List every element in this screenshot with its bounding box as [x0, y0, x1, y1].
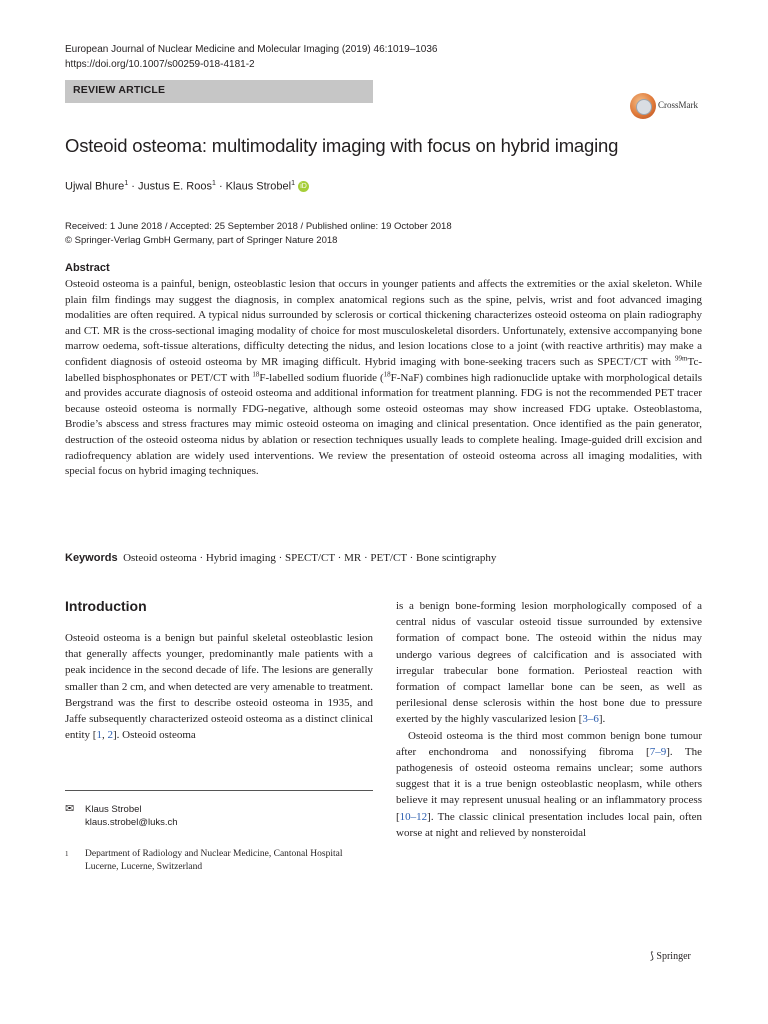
- keywords-label: Keywords: [65, 552, 118, 564]
- article-dates: Received: 1 June 2018 / Accepted: 25 September 2018 / Published online: 19 October 2018: [65, 221, 452, 232]
- paragraph-text: Osteoid osteoma is a benign but painful skeletal osteoblastic lesion that generally affects younger, predominantly male patients with a peak incidence in the second decade of life. The lesions are generally smaller than 2 cm, and when detected are very amenable to treatment. Bergstrand was the first to describe osteoid osteoma in 1935, and Jaffe subsequently characterized osteoid osteoma as a distinct clinical entity [: [65, 632, 373, 742]
- citation-link[interactable]: 1: [96, 729, 102, 742]
- abstract-text-segment: F-NaF) combines high radionuclide uptake with morphological details and provides accurate diagnosis of osteoid osteoma and additional information for treatment planning. FDG is not the recommended PET tracer because osteoid osteoma is normally FDG-negative, although some osteoid osteomas may show increased FDG uptake. Osteoblastoma, Brodie’s abscess and stress fractures may mimic osteoid osteoma on imaging and clinical presentation. Once identified as the pain generator, destruction of the osteoid osteoma nidus by ablation or resection techniques usually leads to complete healing. Image-guided drill excision and radiofrequency ablation are widely used interventions. We review the presentation of osteoid osteoma across all imaging modalities, with special focus on hybrid imaging techniques.: [65, 371, 702, 478]
- abstract-text-segment: Tc-labelled bisphosphonates or PET/CT with: [65, 355, 702, 384]
- body-column-right: [396, 598, 702, 841]
- author-name[interactable]: Ujwal Bhure: [65, 180, 125, 193]
- crossmark-label: CrossMark: [658, 100, 698, 110]
- author-affiliation-ref: 1: [124, 180, 129, 187]
- author-list: [65, 180, 309, 193]
- paragraph: [396, 728, 702, 841]
- article-type-label: REVIEW ARTICLE: [73, 84, 166, 96]
- author-name[interactable]: Justus E. Roos: [138, 180, 212, 193]
- publisher-logo: [650, 951, 691, 962]
- citation-link[interactable]: 3–6: [582, 713, 599, 726]
- paragraph-text: ]. The pathogenesis of osteoid osteoma remains unclear; some authors suggest that it is a true benign osteoblastic neoplasm, while others believe it may represent unusual healing or an inflammatory process [: [396, 745, 702, 823]
- citation-separator: ,: [101, 729, 108, 742]
- affiliation-line: Department of Radiology and Nuclear Medicine, Cantonal Hospital: [85, 849, 343, 859]
- paragraph: [396, 598, 702, 728]
- citation-link[interactable]: 10–12: [399, 810, 428, 823]
- copyright-notice: © Springer-Verlag GmbH Germany, part of Springer Nature 2018: [65, 235, 338, 246]
- corresponding-author-email[interactable]: klaus.strobel@luks.ch: [85, 817, 178, 828]
- abstract-text-segment: Osteoid osteoma is a painful, benign, osteoblastic lesion that occurs in younger patients and affects the extremities or the axial skeleton. While plain film findings may suggest the diagnosis, in complex anatomical regions such as the spine, pelvis, wrist and foot advanced imaging modalities are often required. A typical nidus surrounded by sclerosis or cortical thickening characterizes osteoid osteoma on plain radiography and CT. MR is the cross-sectional imaging modality of choice for most musculoskeletal disorders. Unfortunately, extensive accompanying bone marrow oedema, soft-tissue alterations, difficulty detecting the nidus, and lesion locations close to a joint (with reactive arthritis) may make a confident diagnosis of osteoid osteoma by MR imaging difficult. Hybrid imaging with bone-seeking tracers such as SPECT/CT with: [65, 278, 702, 368]
- keywords-line: [65, 552, 496, 564]
- author-affiliation-ref: 1: [211, 180, 216, 187]
- paragraph-text: Osteoid osteoma is the third most common benign bone tumour after enchondroma and nonossifying fibroma [: [396, 729, 702, 758]
- footnote-divider: [65, 790, 373, 791]
- isotope-superscript: 18: [383, 369, 391, 378]
- abstract-body: [65, 277, 702, 480]
- paragraph-text: ]. Osteoid osteoma: [112, 729, 196, 742]
- author-separator: ·: [128, 180, 138, 193]
- abstract-heading: Abstract: [65, 262, 110, 274]
- section-heading-introduction: Introduction: [65, 598, 147, 614]
- citation-link[interactable]: 2: [107, 729, 113, 742]
- isotope-superscript: 99m: [675, 354, 688, 363]
- isotope-superscript: 18: [252, 369, 260, 378]
- paragraph-text: ].: [598, 713, 606, 726]
- orcid-icon[interactable]: iD: [298, 181, 309, 192]
- corresponding-author-name: Klaus Strobel: [85, 804, 142, 815]
- paragraph-text: ]. The classic clinical presentation includes local pain, often worse at night and relieved by nonsteroidal: [396, 810, 702, 839]
- body-column-left: [65, 630, 373, 743]
- author-separator: ·: [215, 180, 226, 193]
- journal-header: [65, 42, 437, 72]
- keywords-list: Osteoid osteoma · Hybrid imaging · SPECT/CT · MR · PET/CT · Bone scintigraphy: [123, 552, 497, 564]
- affiliation-number: 1: [65, 850, 69, 858]
- envelope-icon: ✉: [65, 803, 75, 815]
- journal-citation: European Journal of Nuclear Medicine and Molecular Imaging (2019) 46:1019–1036: [65, 44, 438, 55]
- author-affiliation-ref: 1: [291, 180, 296, 187]
- article-history: [65, 220, 452, 248]
- doi-link[interactable]: https://doi.org/10.1007/s00259-018-4181-2: [65, 59, 255, 70]
- citation-link[interactable]: 7–9: [649, 745, 667, 758]
- crossmark-badge[interactable]: [630, 93, 704, 121]
- publisher-name: Springer: [656, 951, 691, 962]
- article-title: Osteoid osteoma: multimodality imaging with focus on hybrid imaging: [65, 135, 619, 156]
- springer-horse-icon: ⟆: [650, 951, 654, 962]
- crossmark-icon: [630, 93, 656, 119]
- abstract-text-segment: F-labelled sodium fluoride (: [259, 371, 384, 384]
- affiliation-line: Lucerne, Lucerne, Switzerland: [85, 862, 203, 872]
- paragraph-text: is a benign bone-forming lesion morphologically composed of a central nidus of vascular osteoid tissue surrounded by extensive formation of compact bone. The osteoid within the nidus may undergo various degrees of calcification and is associated with irregular trabecular bone formation. Periosteal reaction with formation of compact lamellar bone can be seen, as well as perilesional dense sclerosis within the host bone due to pressure exerted by the highly vascularized lesion [: [396, 600, 702, 726]
- article-type-bar: [65, 80, 373, 103]
- author-name[interactable]: Klaus Strobel: [225, 180, 292, 193]
